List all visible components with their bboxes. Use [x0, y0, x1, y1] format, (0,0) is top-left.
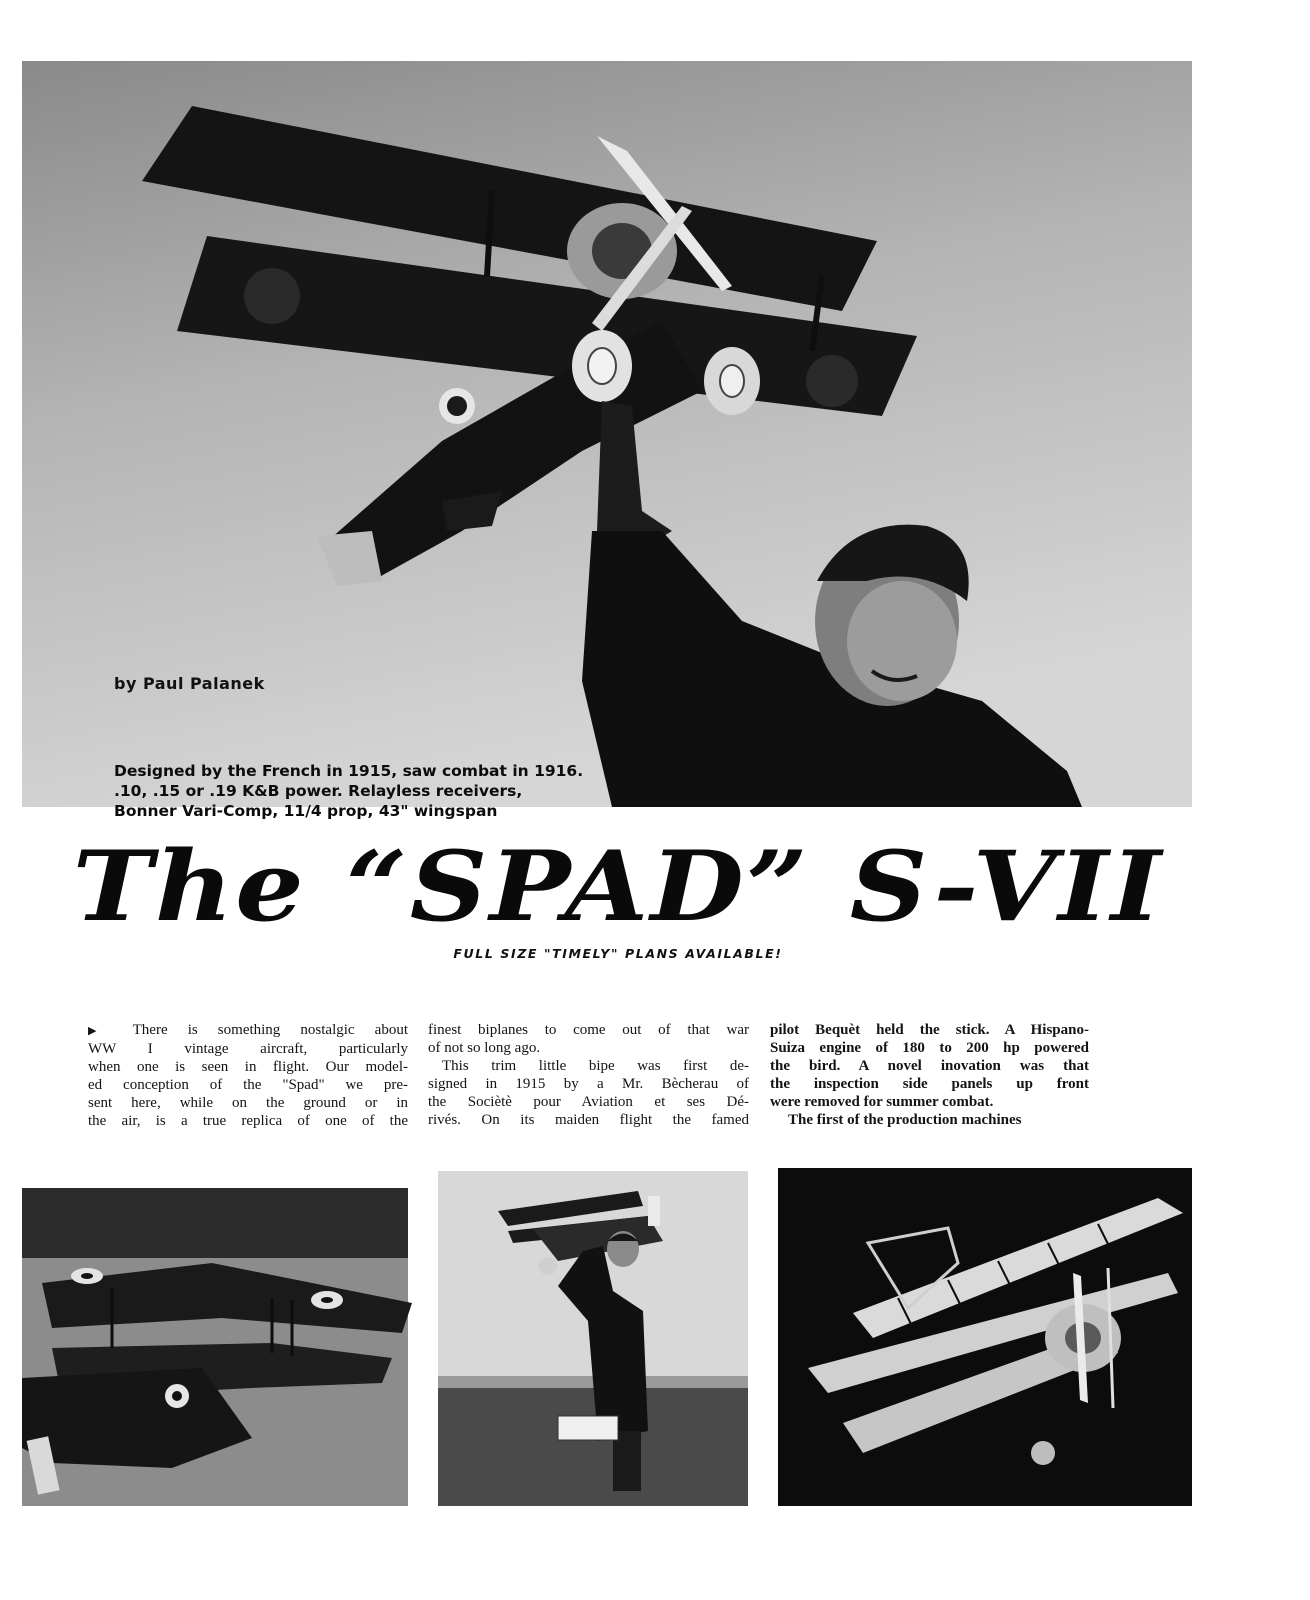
caption-line: Designed by the French in 1915, saw combat in 1916.	[114, 762, 584, 780]
text-line: ed conception of the "Spad" we pre-	[88, 1077, 408, 1093]
text-line: WW I vintage aircraft, particularly	[88, 1041, 408, 1057]
text-line	[88, 1021, 408, 1040]
body-column-1	[88, 1021, 408, 1130]
text-line: The first of the production machines	[788, 1112, 1022, 1128]
photo-uncovered-frame-graphic	[778, 1168, 1192, 1506]
paragraph-marker-icon: ▶	[88, 1025, 113, 1037]
text-line-content: There is something nostalgic about	[132, 1022, 408, 1038]
text-line: the air, is a true replica of one of the	[88, 1113, 408, 1129]
text-line: sent here, while on the ground or in	[88, 1095, 408, 1111]
text-line: pilot Bequèt held the stick. A Hispano-	[770, 1022, 1089, 1038]
text-line: the bird. A novel inovation was that	[770, 1058, 1089, 1074]
article-subhead: FULL SIZE "TIMELY" PLANS AVAILABLE!	[453, 946, 783, 961]
text-line: of not so long ago.	[428, 1040, 541, 1056]
body-column-3	[770, 1021, 1089, 1129]
text-line: This trim little bipe was first de-	[442, 1058, 749, 1074]
text-line: finest biplanes to come out of that war	[428, 1022, 749, 1038]
photo-boy-holding-model-graphic	[438, 1171, 748, 1506]
body-column-2	[428, 1021, 749, 1129]
text-line: rivés. On its maiden flight the famed	[428, 1112, 749, 1128]
hero-photo-graphic	[22, 61, 1192, 807]
photo-caption	[114, 761, 583, 821]
text-line: were removed for summer combat.	[770, 1094, 994, 1110]
caption-line: Bonner Vari-Comp, 11/4 prop, 43" wingspan	[114, 802, 498, 820]
photo-uncovered-frame	[778, 1168, 1192, 1506]
text-line: Suiza engine of 180 to 200 hp powered	[770, 1040, 1089, 1056]
byline: by Paul Palanek	[114, 674, 265, 693]
caption-line: .10, .15 or .19 K&B power. Relayless receivers,	[114, 782, 523, 800]
text-line: signed in 1915 by a Mr. Bècherau of	[428, 1076, 749, 1092]
photo-boy-holding-model	[438, 1171, 748, 1506]
text-line: the inspection side panels up front	[770, 1076, 1089, 1092]
photo-model-on-ground-graphic	[22, 1188, 408, 1506]
photo-model-on-ground	[22, 1188, 408, 1506]
hero-photo	[22, 61, 1192, 820]
article-title: The “SPAD” S-VII	[72, 830, 1164, 943]
text-line: when one is seen in flight. Our model-	[88, 1059, 408, 1075]
text-line: the Sociètè pour Aviation et ses Dé-	[428, 1094, 749, 1110]
